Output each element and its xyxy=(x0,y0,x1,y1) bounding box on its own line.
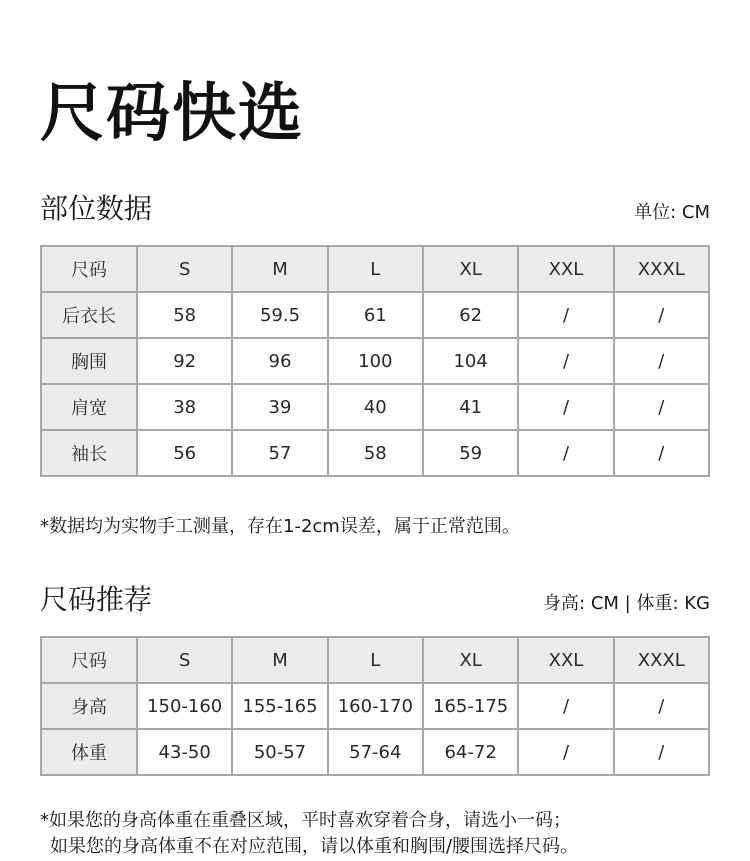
table-cell: / xyxy=(518,384,613,430)
table-cell: 39 xyxy=(232,384,327,430)
table-cell: / xyxy=(518,683,613,729)
table-cell: 100 xyxy=(328,338,423,384)
header-cell: M xyxy=(232,246,327,292)
table-cell: / xyxy=(614,292,709,338)
table-cell: 40 xyxy=(328,384,423,430)
table-cell: 104 xyxy=(423,338,518,384)
header-cell: XXL xyxy=(518,637,613,683)
table-header-row xyxy=(41,637,709,683)
header-cell: XXXL xyxy=(614,637,709,683)
header-cell: M xyxy=(232,637,327,683)
table-cell: 160-170 xyxy=(328,683,423,729)
row-label: 袖长 xyxy=(41,430,137,476)
section-title-measurements: 部位数据 xyxy=(40,192,153,225)
table-row xyxy=(41,338,709,384)
table-cell: 62 xyxy=(423,292,518,338)
row-label: 身高 xyxy=(41,683,137,729)
header-cell: XL xyxy=(423,246,518,292)
table-cell: 38 xyxy=(137,384,232,430)
header-cell: XXXL xyxy=(614,246,709,292)
table-cell: 57-64 xyxy=(328,729,423,775)
table-cell: / xyxy=(518,430,613,476)
table-cell: / xyxy=(614,338,709,384)
row-label: 肩宽 xyxy=(41,384,137,430)
row-label: 胸围 xyxy=(41,338,137,384)
table-cell: 155-165 xyxy=(232,683,327,729)
table-row xyxy=(41,683,709,729)
measurements-table xyxy=(40,245,710,477)
table-header-row xyxy=(41,246,709,292)
header-cell: XL xyxy=(423,637,518,683)
table-cell: 64-72 xyxy=(423,729,518,775)
table-row xyxy=(41,729,709,775)
recommendation-note xyxy=(40,808,578,860)
table-cell: 150-160 xyxy=(137,683,232,729)
table-cell: / xyxy=(614,430,709,476)
table-cell: 61 xyxy=(328,292,423,338)
unit-label-recommendation: 身高: CM | 体重: KG xyxy=(543,593,710,614)
table-cell: 165-175 xyxy=(423,683,518,729)
table-row xyxy=(41,384,709,430)
recommendation-table xyxy=(40,636,710,776)
header-cell: S xyxy=(137,246,232,292)
section-title-recommendation: 尺码推荐 xyxy=(40,583,153,616)
table-cell: 58 xyxy=(137,292,232,338)
table-cell: 58 xyxy=(328,430,423,476)
unit-label-measurements: 单位: CM xyxy=(634,202,710,223)
table-cell: 50-57 xyxy=(232,729,327,775)
row-label: 体重 xyxy=(41,729,137,775)
table-cell: / xyxy=(518,729,613,775)
table-cell: 59.5 xyxy=(232,292,327,338)
header-cell: XXL xyxy=(518,246,613,292)
measurement-note: *数据均为实物手工测量，存在1-2cm误差，属于正常范围。 xyxy=(40,516,520,537)
row-label: 后衣长 xyxy=(41,292,137,338)
table-cell: 96 xyxy=(232,338,327,384)
table-cell: / xyxy=(614,729,709,775)
header-cell: L xyxy=(328,246,423,292)
recommendation-note-line: *如果您的身高体重在重叠区域，平时喜欢穿着合身，请选小一码； xyxy=(40,810,571,831)
table-cell: 57 xyxy=(232,430,327,476)
table-row xyxy=(41,430,709,476)
recommendation-note-line: 如果您的身高体重不在对应范围，请以体重和胸围/腰围选择尺码。 xyxy=(50,836,579,857)
page-title: 尺码快选 xyxy=(40,77,304,151)
section-measurements-header xyxy=(40,192,710,226)
header-cell: L xyxy=(328,637,423,683)
table-cell: / xyxy=(614,683,709,729)
table-cell: / xyxy=(614,384,709,430)
table-cell: 56 xyxy=(137,430,232,476)
header-cell: 尺码 xyxy=(41,637,137,683)
header-cell: S xyxy=(137,637,232,683)
table-cell: / xyxy=(518,338,613,384)
section-recommendation-header xyxy=(40,583,710,617)
table-cell: 41 xyxy=(423,384,518,430)
table-cell: 43-50 xyxy=(137,729,232,775)
table-cell: 59 xyxy=(423,430,518,476)
header-cell: 尺码 xyxy=(41,246,137,292)
table-row xyxy=(41,292,709,338)
table-cell: / xyxy=(518,292,613,338)
table-cell: 92 xyxy=(137,338,232,384)
